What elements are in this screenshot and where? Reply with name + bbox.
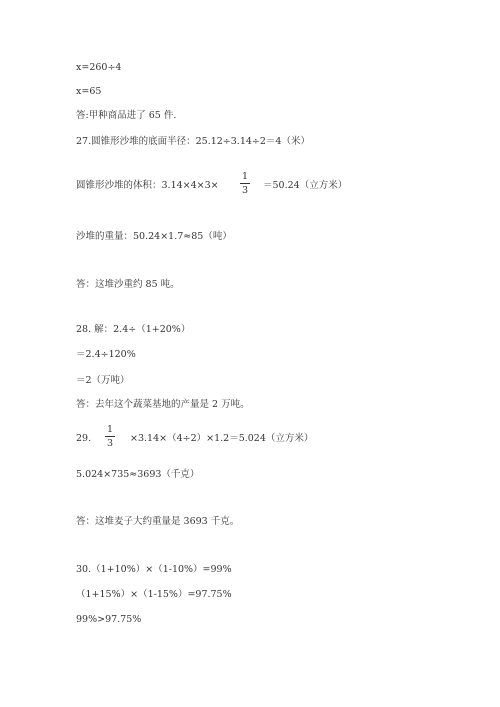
volume-formula-left: 圆锥形沙堆的体积：3.14×4×3× xyxy=(76,180,219,191)
equation-line: ＝2（万吨） xyxy=(76,375,130,386)
fraction-bar xyxy=(240,183,250,184)
volume-formula-right: ＝50.24（立方米） xyxy=(263,180,348,191)
comparison-line: 99%>97.75% xyxy=(76,614,142,625)
problem-27-line: 27.圆锥形沙堆的底面半径：25.12÷3.14÷2＝4（米） xyxy=(76,136,310,147)
equation-line: （1+15%）×（1-15%）=97.75% xyxy=(76,589,232,600)
answer-line: 答：去年这个蔬菜基地的产量是 2 万吨。 xyxy=(76,399,250,410)
problem-30-line: 30.（1+10%）×（1-10%）=99% xyxy=(76,564,232,575)
weight-line: 沙堆的重量：50.24×1.7≈85（吨） xyxy=(76,231,232,242)
equation-line: ＝2.4÷120% xyxy=(76,349,136,360)
fraction-one-third xyxy=(105,424,115,449)
problem-29-number: 29. xyxy=(76,433,92,444)
fraction-numerator: 1 xyxy=(241,171,249,182)
equation-line: x=260÷4 xyxy=(76,62,122,73)
fraction-bar xyxy=(105,436,115,437)
fraction-numerator: 1 xyxy=(106,424,114,435)
fraction-one-third xyxy=(240,171,250,196)
weight-line: 5.024×735≈3693（千克） xyxy=(76,469,200,480)
equation-line: x=65 xyxy=(76,86,102,97)
answer-line: 答：这堆麦子大约重量是 3693 千克。 xyxy=(76,516,240,527)
fraction-denominator: 3 xyxy=(241,185,249,196)
problem-28-line: 28. 解：2.4÷（1+20%） xyxy=(76,324,191,335)
fraction-denominator: 3 xyxy=(106,438,114,449)
answer-line: 答:甲种商品进了 65 件. xyxy=(76,110,177,121)
answer-line: 答：这堆沙重约 85 吨。 xyxy=(76,279,180,290)
problem-29-formula: ×3.14×（4÷2）×1.2＝5.024（立方米） xyxy=(130,433,314,444)
